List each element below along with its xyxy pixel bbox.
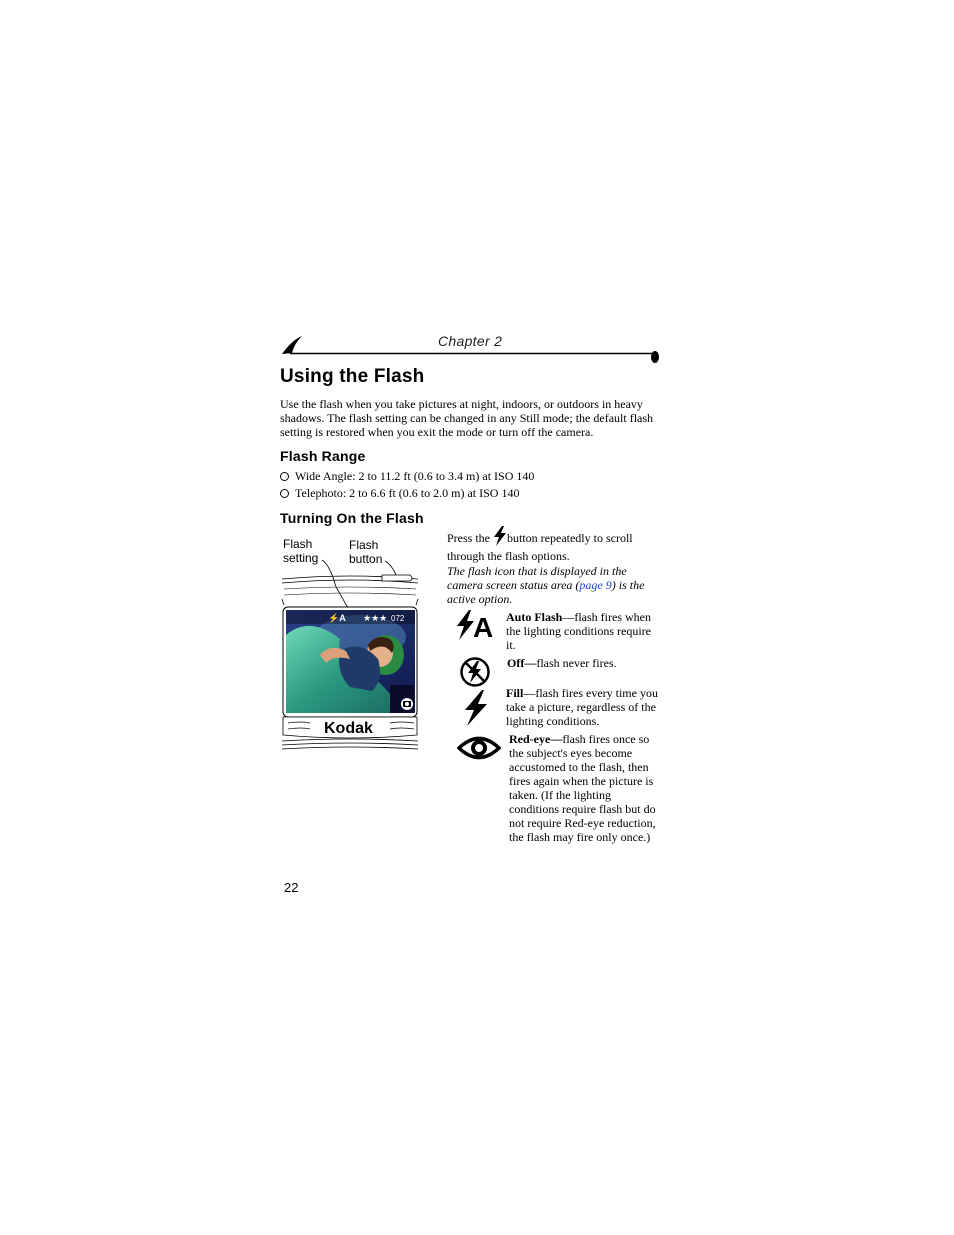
page-number: 22 [284,880,299,895]
bullet-icon [280,472,289,481]
list-item: Wide Angle: 2 to 11.2 ft (0.6 to 3.4 m) at ISO 140 [280,469,534,483]
bullet-icon [280,489,289,498]
camera-illustration [280,555,422,755]
chapter-label: Chapter 2 [438,333,503,349]
page-link[interactable]: page 9 [579,578,612,592]
turning-on-heading: Turning On the Flash [280,510,424,526]
list-item: Telephoto: 2 to 6.6 ft (0.6 to 2.0 m) at ISO 140 [280,486,519,500]
intro-paragraph: Use the flash when you take pictures at night, indoors, or outdoors in heavy shadows. The flash setting can be changed in any Still mode; the default flash setting is restored when you exit the mode or turn off the camera. [280,397,654,439]
fill-flash-icon [462,690,490,731]
flash-setting-callout: Flash setting [283,537,319,565]
option-red-eye: Red-eye—flash fires once so the subject's eyes become accustomed to the flash, then fires again when the picture is taken. (If the lighting conditions require flash but do not require Red-eye reduction, the flash may fire only once.) [509,732,656,844]
svg-text:★★★: ★★★ [363,613,388,623]
kodak-logo: Kodak [324,720,373,737]
flash-range-heading: Flash Range [280,448,366,464]
page-title: Using the Flash [280,366,425,387]
svg-text:⚡A: ⚡A [328,613,346,623]
option-auto-flash: Auto Flash—flash fires when the lighting conditions require it. [506,610,651,652]
red-eye-icon [457,733,501,768]
option-off: Off—flash never fires. [507,656,617,670]
status-note: The flash icon that is displayed in the camera screen status area (page 9) is the active option. [447,564,645,606]
press-instruction: Press the button repeatedly to scroll through the flash options. [447,526,657,563]
svg-text:A: A [473,612,494,640]
auto-flash-icon [455,610,497,645]
option-fill: Fill—flash fires every time you take a picture, regardless of the lighting conditions. [506,686,658,728]
flash-off-icon [459,656,491,693]
svg-text:072: 072 [391,614,405,623]
flash-button-callout: Flash button [349,538,383,566]
flash-button-icon [493,526,507,549]
camera-diagram [280,555,422,755]
